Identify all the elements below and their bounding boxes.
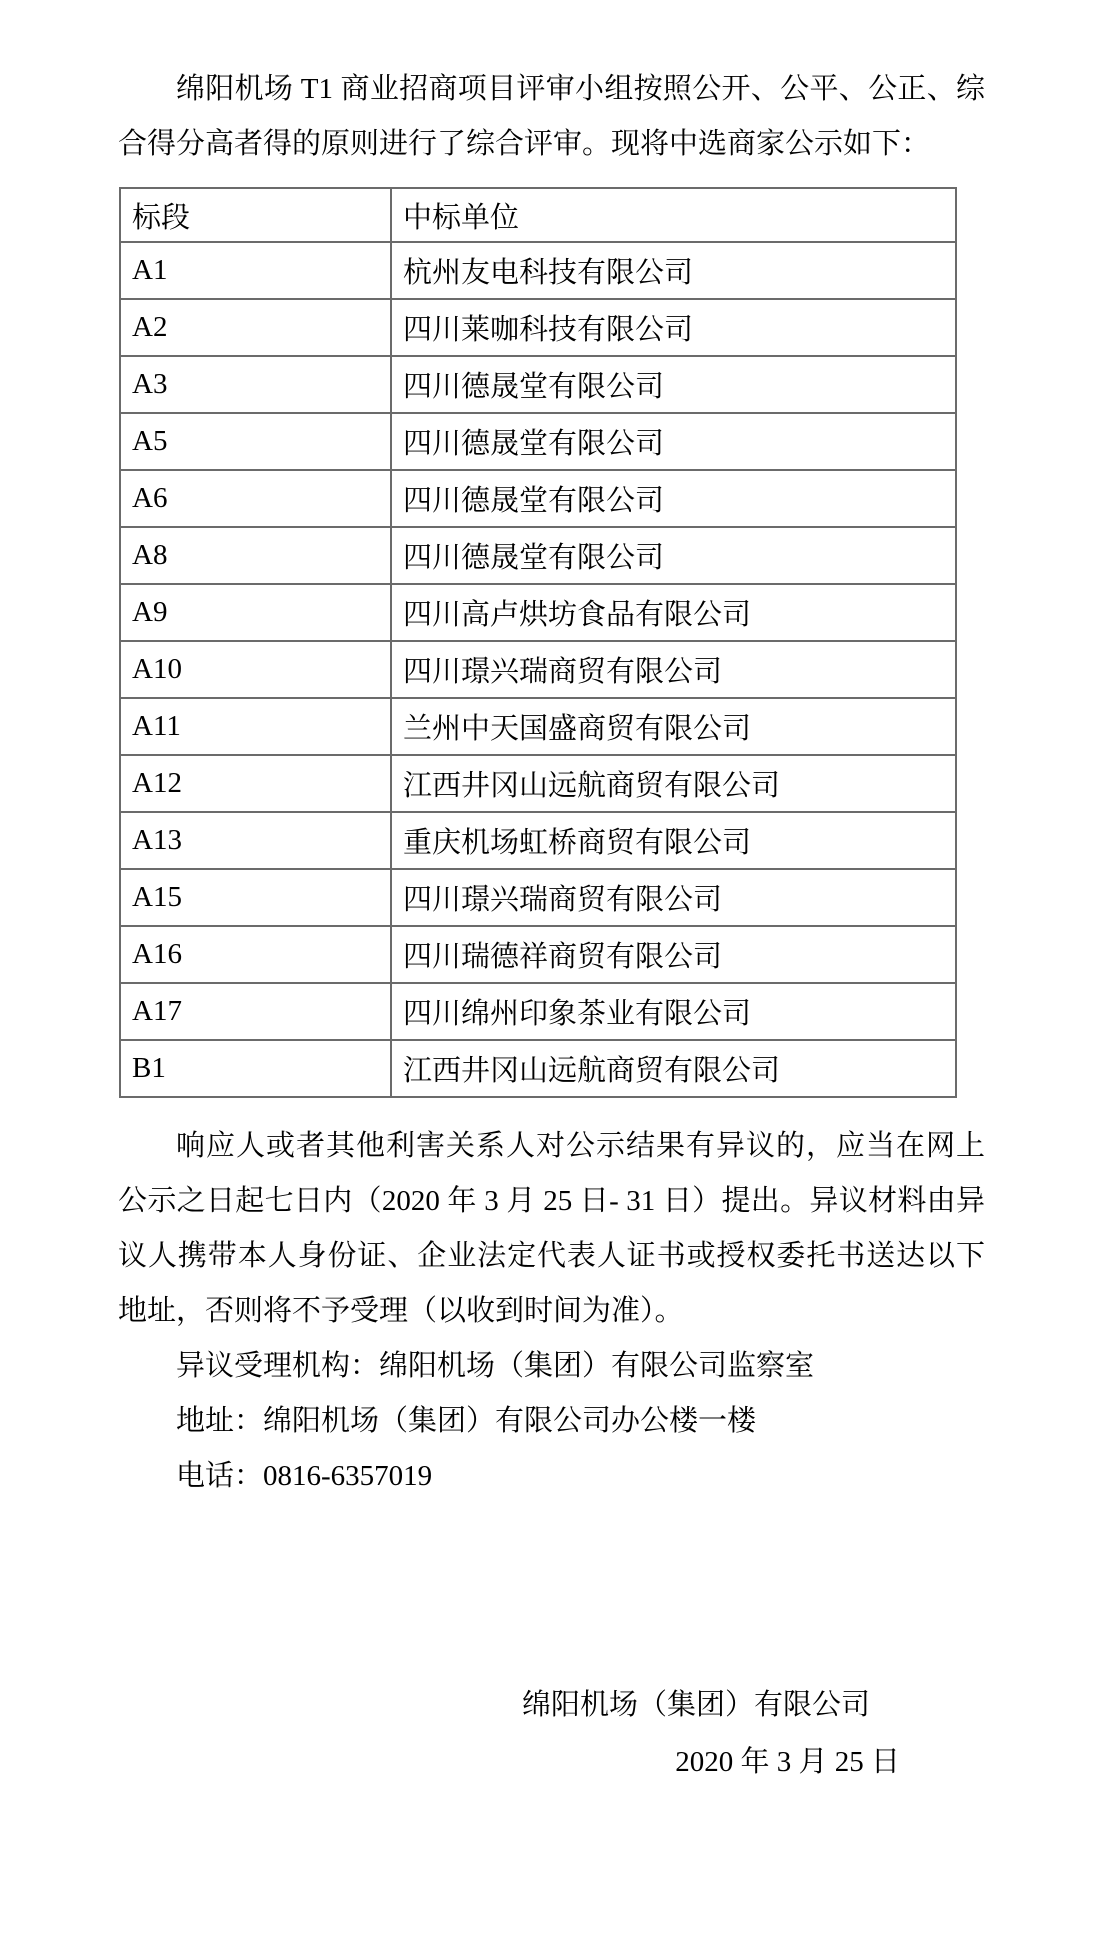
- table-row: [120, 242, 956, 299]
- winning-company-cell: 四川德晟堂有限公司: [391, 356, 956, 413]
- table-row: [120, 926, 956, 983]
- phone-line: 电话：0816-6357019: [176, 1460, 433, 1492]
- winning-company-cell: 四川璟兴瑞商贸有限公司: [391, 641, 956, 698]
- table-row: [120, 983, 956, 1040]
- signature-company: 绵阳机场（集团）有限公司: [521, 1689, 870, 1721]
- winning-company-cell: 杭州友电科技有限公司: [391, 242, 956, 299]
- table-row: [120, 755, 956, 812]
- winning-company-cell: 四川绵州印象茶业有限公司: [391, 983, 956, 1040]
- bid-section-cell: A10: [120, 641, 391, 698]
- table-header-row: [120, 188, 956, 242]
- bid-section-cell: A3: [120, 356, 391, 413]
- winning-company-cell: 四川璟兴瑞商贸有限公司: [391, 869, 956, 926]
- bid-section-cell: A16: [120, 926, 391, 983]
- winning-company-cell: 重庆机场虹桥商贸有限公司: [391, 812, 956, 869]
- objection-agency-line: 异议受理机构：绵阳机场（集团）有限公司监察室: [176, 1350, 815, 1382]
- bid-section-cell: A1: [120, 242, 391, 299]
- table-row: [120, 641, 956, 698]
- bid-section-cell: A17: [120, 983, 391, 1040]
- award-results-table: [119, 187, 957, 1098]
- winning-company-cell: 四川德晟堂有限公司: [391, 413, 956, 470]
- bid-section-cell: A11: [120, 698, 391, 755]
- winning-company-cell: 四川瑞德祥商贸有限公司: [391, 926, 956, 983]
- table-row: [120, 869, 956, 926]
- winning-company-cell: 四川高卢烘坊食品有限公司: [391, 584, 956, 641]
- bid-section-cell: A2: [120, 299, 391, 356]
- table-row: [120, 413, 956, 470]
- winning-company-cell: 四川莱咖科技有限公司: [391, 299, 956, 356]
- table-row: [120, 527, 956, 584]
- winning-company-header: 中标单位: [391, 188, 956, 242]
- bid-section-cell: A15: [120, 869, 391, 926]
- address-line: 地址：绵阳机场（集团）有限公司办公楼一楼: [176, 1405, 757, 1437]
- bid-section-cell: A5: [120, 413, 391, 470]
- signature-block: [118, 1677, 985, 1791]
- bid-section-cell: A13: [120, 812, 391, 869]
- bid-section-cell: A6: [120, 470, 391, 527]
- bid-section-cell: A12: [120, 755, 391, 812]
- table-row: [120, 299, 956, 356]
- winning-company-cell: 四川德晟堂有限公司: [391, 527, 956, 584]
- bid-section-cell: A9: [120, 584, 391, 641]
- bid-section-cell: B1: [120, 1040, 391, 1097]
- winning-company-cell: 江西井冈山远航商贸有限公司: [391, 755, 956, 812]
- table-row: [120, 470, 956, 527]
- table-row: [120, 356, 956, 413]
- table-row: [120, 584, 956, 641]
- objection-paragraph: 响应人或者其他利害关系人对公示结果有异议的，应当在网上公示之日起七日内（2020 年 3 月 25 日- 31 日）提出。异议材料由异议人携带本人身份证、企业法定代表人证书或授权委托书送达以下地址，否则将不予受理（以收到时间为准）。: [118, 1130, 985, 1327]
- table-row: [120, 1040, 956, 1097]
- table-row: [120, 812, 956, 869]
- bid-section-header: 标段: [120, 188, 391, 242]
- bid-section-cell: A8: [120, 527, 391, 584]
- signature-date: 2020 年 3 月 25 日: [675, 1746, 900, 1778]
- winning-company-cell: 兰州中天国盛商贸有限公司: [391, 698, 956, 755]
- intro-paragraph: 绵阳机场 T1 商业招商项目评审小组按照公开、公平、公正、综合得分高者得的原则进行了综合评审。现将中选商家公示如下：: [118, 73, 985, 160]
- winning-company-cell: 四川德晟堂有限公司: [391, 470, 956, 527]
- winning-company-cell: 江西井冈山远航商贸有限公司: [391, 1040, 956, 1097]
- table-row: [120, 698, 956, 755]
